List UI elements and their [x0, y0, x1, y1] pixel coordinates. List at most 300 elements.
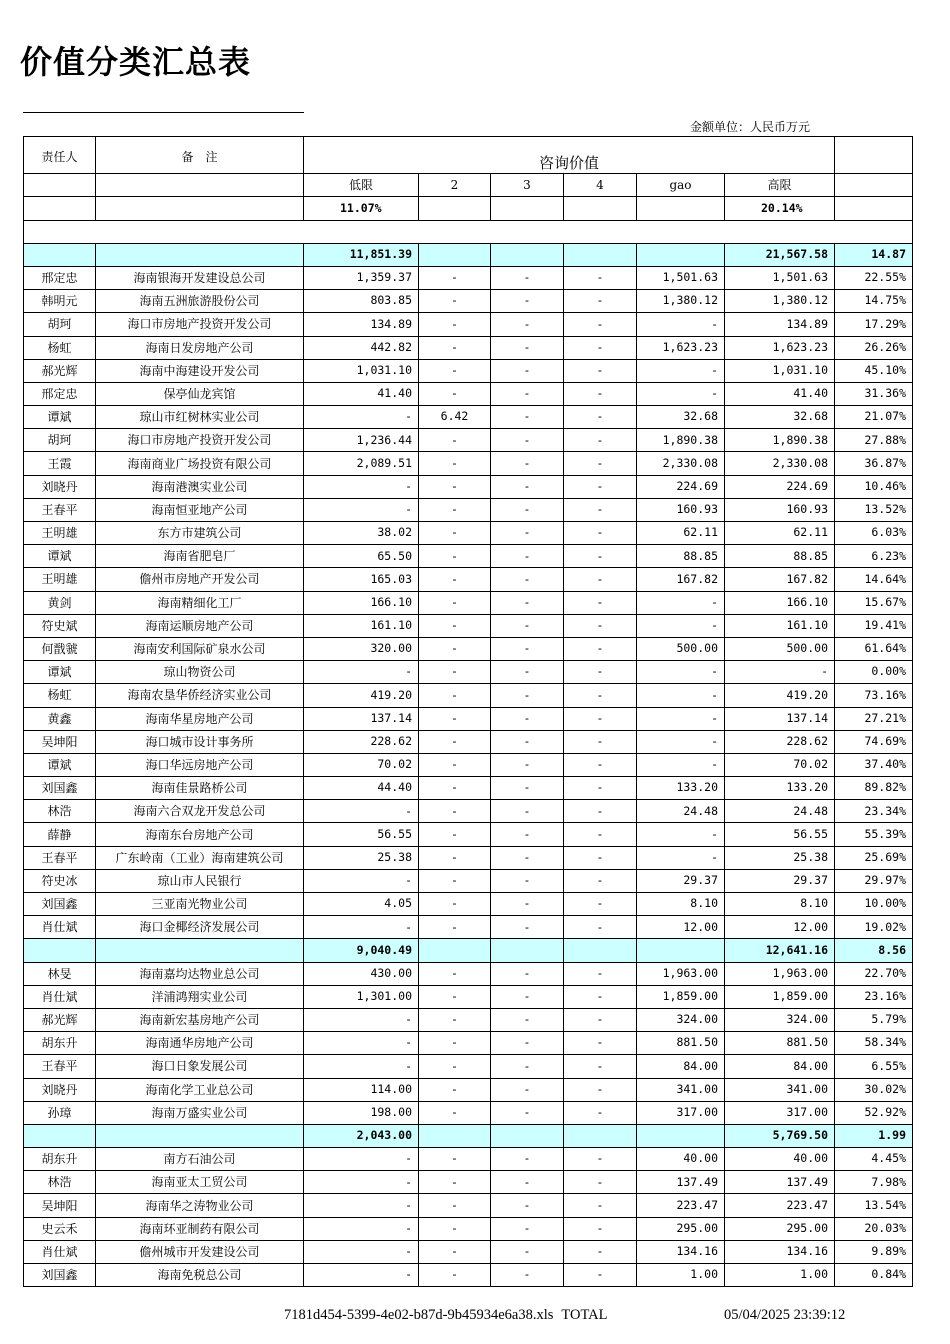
low-cell: 430.00	[304, 962, 419, 985]
low-cell: 65.50	[304, 545, 419, 568]
table-row	[24, 545, 913, 568]
note-cell: 海南六合双龙开发总公司	[96, 800, 304, 823]
subtotal-blank-cell	[419, 1124, 491, 1147]
subtotal-high: 12,641.16	[725, 939, 835, 962]
table-row	[24, 336, 913, 359]
col4-cell: -	[564, 637, 637, 660]
low-cell: 165.03	[304, 568, 419, 591]
col3-cell: -	[491, 823, 564, 846]
note-cell: 海南日发房地产公司	[96, 336, 304, 359]
col4-cell: -	[564, 730, 637, 753]
col3-cell: -	[491, 893, 564, 916]
col4-cell: -	[564, 313, 637, 336]
col4-cell: -	[564, 684, 637, 707]
col4-cell: -	[564, 916, 637, 939]
note-cell: 海南安利国际矿泉水公司	[96, 637, 304, 660]
subtotal-high: 21,567.58	[725, 243, 835, 266]
low-cell: -	[304, 1055, 419, 1078]
person-cell: 邢定忠	[24, 266, 96, 289]
title-underline	[23, 112, 304, 113]
col4-cell: -	[564, 846, 637, 869]
col4-cell: -	[564, 753, 637, 776]
rate-blank-cell	[24, 197, 96, 220]
col4-cell: -	[564, 869, 637, 892]
percent-cell: 74.69%	[835, 730, 913, 753]
header-consult-value: 咨询价值	[304, 137, 835, 174]
note-cell: 海南华之涛物业公司	[96, 1194, 304, 1217]
col3-cell: -	[491, 429, 564, 452]
col2-cell: -	[419, 1217, 491, 1240]
high-cell: 228.62	[725, 730, 835, 753]
low-cell: -	[304, 1217, 419, 1240]
col2-cell: -	[419, 452, 491, 475]
col3-cell: -	[491, 614, 564, 637]
col3-cell: -	[491, 1032, 564, 1055]
high-cell: 223.47	[725, 1194, 835, 1217]
gap-row	[24, 220, 913, 243]
person-cell: 薛静	[24, 823, 96, 846]
col4-cell: -	[564, 661, 637, 684]
subtotal-blank-cell	[491, 243, 564, 266]
col2-cell: -	[419, 568, 491, 591]
gao-cell: 1,380.12	[637, 290, 725, 313]
col4-cell: -	[564, 359, 637, 382]
col3-cell: -	[491, 313, 564, 336]
low-cell: 1,236.44	[304, 429, 419, 452]
subtotal-low: 11,851.39	[304, 243, 419, 266]
col3-cell: -	[491, 1078, 564, 1101]
table-row	[24, 359, 913, 382]
table-row	[24, 893, 913, 916]
col2-cell: -	[419, 1101, 491, 1124]
gao-cell: -	[637, 614, 725, 637]
person-cell: 王明雄	[24, 568, 96, 591]
col4-cell: -	[564, 707, 637, 730]
low-cell: 1,031.10	[304, 359, 419, 382]
gao-cell: -	[637, 753, 725, 776]
gao-cell: 295.00	[637, 1217, 725, 1240]
percent-cell: 31.36%	[835, 382, 913, 405]
low-cell: 1,359.37	[304, 266, 419, 289]
gao-cell: -	[637, 684, 725, 707]
gao-cell: 317.00	[637, 1101, 725, 1124]
person-cell: 肖仕斌	[24, 916, 96, 939]
person-cell: 吴坤阳	[24, 730, 96, 753]
col4-cell: -	[564, 545, 637, 568]
percent-cell: 26.26%	[835, 336, 913, 359]
percent-cell: 89.82%	[835, 777, 913, 800]
col4-cell: -	[564, 266, 637, 289]
low-cell: 44.40	[304, 777, 419, 800]
percent-cell: 55.39%	[835, 823, 913, 846]
footer-filename: 7181d454-5399-4e02-b87d-9b45934e6a38.xls	[284, 1307, 554, 1323]
table-row	[24, 637, 913, 660]
col4-cell: -	[564, 498, 637, 521]
gao-cell: 84.00	[637, 1055, 725, 1078]
table-row	[24, 429, 913, 452]
percent-cell: 0.00%	[835, 661, 913, 684]
gao-cell: 160.93	[637, 498, 725, 521]
table-row	[24, 1171, 913, 1194]
gao-cell: -	[637, 730, 725, 753]
high-cell: 84.00	[725, 1055, 835, 1078]
col2-cell: -	[419, 823, 491, 846]
rate-blank-cell	[835, 197, 913, 220]
col2-cell: -	[419, 846, 491, 869]
gao-cell: 1,963.00	[637, 962, 725, 985]
header-blank-cell	[96, 174, 304, 197]
table-row	[24, 823, 913, 846]
high-cell: 317.00	[725, 1101, 835, 1124]
col4-cell: -	[564, 777, 637, 800]
gao-cell: 62.11	[637, 522, 725, 545]
high-cell: 134.89	[725, 313, 835, 336]
note-cell: 海南农垦华侨经济实业公司	[96, 684, 304, 707]
person-cell: 符史冰	[24, 869, 96, 892]
note-cell: 海口市房地产投资开发公司	[96, 313, 304, 336]
col4-cell: -	[564, 1078, 637, 1101]
subtotal-blank-cell	[24, 1124, 96, 1147]
col2-cell: -	[419, 1055, 491, 1078]
gao-cell: 881.50	[637, 1032, 725, 1055]
percent-cell: 27.21%	[835, 707, 913, 730]
note-cell: 海南万盛实业公司	[96, 1101, 304, 1124]
page-title: 价值分类汇总表	[20, 43, 252, 81]
col2-cell: -	[419, 916, 491, 939]
note-cell: 海南环亚制药有限公司	[96, 1217, 304, 1240]
col2-cell: -	[419, 359, 491, 382]
percent-cell: 13.52%	[835, 498, 913, 521]
gao-cell: 137.49	[637, 1171, 725, 1194]
col2-cell: -	[419, 661, 491, 684]
person-cell: 杨虹	[24, 336, 96, 359]
col2-cell: -	[419, 962, 491, 985]
col2-cell: -	[419, 684, 491, 707]
high-cell: 62.11	[725, 522, 835, 545]
subtotal-blank-cell	[24, 939, 96, 962]
note-cell: 海南免税总公司	[96, 1264, 304, 1287]
person-cell: 谭斌	[24, 753, 96, 776]
percent-cell: 27.88%	[835, 429, 913, 452]
percent-cell: 22.70%	[835, 962, 913, 985]
col2-cell: -	[419, 707, 491, 730]
low-cell: 161.10	[304, 614, 419, 637]
high-cell: 133.20	[725, 777, 835, 800]
person-cell: 王春平	[24, 1055, 96, 1078]
col2-cell: -	[419, 1008, 491, 1031]
percent-cell: 9.89%	[835, 1240, 913, 1263]
note-cell: 海口金椰经济发展公司	[96, 916, 304, 939]
person-cell: 邢定忠	[24, 382, 96, 405]
header-col-2: 2	[419, 174, 491, 197]
col4-cell: -	[564, 800, 637, 823]
table-row	[24, 846, 913, 869]
high-cell: 500.00	[725, 637, 835, 660]
col3-cell: -	[491, 522, 564, 545]
col4-cell: -	[564, 452, 637, 475]
col2-cell: -	[419, 777, 491, 800]
col2-cell: -	[419, 1171, 491, 1194]
table-row	[24, 869, 913, 892]
person-cell: 王春平	[24, 498, 96, 521]
note-cell: 海南精细化工厂	[96, 591, 304, 614]
col2-cell: -	[419, 591, 491, 614]
gao-cell: 500.00	[637, 637, 725, 660]
high-cell: 56.55	[725, 823, 835, 846]
note-cell: 琼山市红树林实业公司	[96, 406, 304, 429]
low-cell: 41.40	[304, 382, 419, 405]
person-cell: 刘晓丹	[24, 475, 96, 498]
high-cell: 40.00	[725, 1148, 835, 1171]
col4-cell: -	[564, 1008, 637, 1031]
table-row	[24, 1101, 913, 1124]
gao-cell: 1.00	[637, 1264, 725, 1287]
table-row	[24, 1148, 913, 1171]
col3-cell: -	[491, 1008, 564, 1031]
rate-blank-cell	[419, 197, 491, 220]
low-cell: 442.82	[304, 336, 419, 359]
col2-cell: -	[419, 1032, 491, 1055]
low-cell: -	[304, 869, 419, 892]
high-cell: 137.49	[725, 1171, 835, 1194]
col4-cell: -	[564, 1055, 637, 1078]
col2-cell: -	[419, 1264, 491, 1287]
table-row	[24, 707, 913, 730]
high-cell: 25.38	[725, 846, 835, 869]
note-cell: 海口华远房地产公司	[96, 753, 304, 776]
gao-cell: 32.68	[637, 406, 725, 429]
percent-cell: 58.34%	[835, 1032, 913, 1055]
gao-cell: -	[637, 823, 725, 846]
col2-cell: -	[419, 429, 491, 452]
person-cell: 史云禾	[24, 1217, 96, 1240]
table-row	[24, 1055, 913, 1078]
note-cell: 琼山物资公司	[96, 661, 304, 684]
header-gao: gao	[637, 174, 725, 197]
high-cell: 32.68	[725, 406, 835, 429]
low-cell: -	[304, 1264, 419, 1287]
col4-cell: -	[564, 336, 637, 359]
person-cell: 谭斌	[24, 545, 96, 568]
table-row	[24, 1008, 913, 1031]
col3-cell: -	[491, 777, 564, 800]
person-cell: 符史斌	[24, 614, 96, 637]
col3-cell: -	[491, 637, 564, 660]
col4-cell: -	[564, 1032, 637, 1055]
col2-cell: -	[419, 985, 491, 1008]
percent-cell: 37.40%	[835, 753, 913, 776]
col2-cell: -	[419, 336, 491, 359]
gao-cell: -	[637, 591, 725, 614]
col3-cell: -	[491, 1171, 564, 1194]
col3-cell: -	[491, 730, 564, 753]
subtotal-blank-cell	[564, 939, 637, 962]
subtotal-row	[24, 243, 913, 266]
note-cell: 海南新宏基房地产公司	[96, 1008, 304, 1031]
table-row	[24, 1032, 913, 1055]
note-cell: 海南华星房地产公司	[96, 707, 304, 730]
high-cell: 12.00	[725, 916, 835, 939]
col3-cell: -	[491, 869, 564, 892]
gao-cell: 12.00	[637, 916, 725, 939]
percent-cell: 73.16%	[835, 684, 913, 707]
percent-cell: 15.67%	[835, 591, 913, 614]
footer-datetime: 05/04/2025 23:39:12	[724, 1307, 846, 1323]
percent-cell: 23.16%	[835, 985, 913, 1008]
col3-cell: -	[491, 336, 564, 359]
table-row	[24, 591, 913, 614]
table-row	[24, 753, 913, 776]
person-cell: 韩明元	[24, 290, 96, 313]
col3-cell: -	[491, 962, 564, 985]
high-cell: 324.00	[725, 1008, 835, 1031]
col3-cell: -	[491, 753, 564, 776]
low-cell: 56.55	[304, 823, 419, 846]
col2-cell: 6.42	[419, 406, 491, 429]
person-cell: 胡东升	[24, 1032, 96, 1055]
low-cell: -	[304, 475, 419, 498]
person-cell: 谭斌	[24, 406, 96, 429]
person-cell: 胡珂	[24, 429, 96, 452]
subtotal-blank-cell	[491, 1124, 564, 1147]
col4-cell: -	[564, 406, 637, 429]
note-cell: 洋浦鸿翔实业公司	[96, 985, 304, 1008]
table-row	[24, 290, 913, 313]
gao-cell: -	[637, 707, 725, 730]
person-cell: 杨虹	[24, 684, 96, 707]
percent-cell: 5.79%	[835, 1008, 913, 1031]
person-cell: 郝光辉	[24, 1008, 96, 1031]
person-cell: 黄鑫	[24, 707, 96, 730]
person-cell: 胡珂	[24, 313, 96, 336]
low-cell: 320.00	[304, 637, 419, 660]
gao-cell: 324.00	[637, 1008, 725, 1031]
col2-cell: -	[419, 522, 491, 545]
percent-cell: 14.75%	[835, 290, 913, 313]
low-cell: 419.20	[304, 684, 419, 707]
col3-cell: -	[491, 568, 564, 591]
high-cell: 1.00	[725, 1264, 835, 1287]
low-cell: -	[304, 498, 419, 521]
person-cell: 刘国鑫	[24, 893, 96, 916]
low-cell: -	[304, 406, 419, 429]
percent-cell: 17.29%	[835, 313, 913, 336]
gao-cell: 2,330.08	[637, 452, 725, 475]
currency-unit-label: 金额单位：人民币万元	[690, 120, 811, 134]
table-row	[24, 985, 913, 1008]
col3-cell: -	[491, 800, 564, 823]
person-cell: 黄剑	[24, 591, 96, 614]
high-cell: 160.93	[725, 498, 835, 521]
table-row	[24, 661, 913, 684]
header-low: 低限	[304, 174, 419, 197]
col3-cell: -	[491, 1240, 564, 1263]
high-cell: 1,380.12	[725, 290, 835, 313]
header-person: 责任人	[24, 137, 96, 174]
gao-cell: 29.37	[637, 869, 725, 892]
percent-cell: 45.10%	[835, 359, 913, 382]
header-col-3: 3	[491, 174, 564, 197]
col3-cell: -	[491, 1101, 564, 1124]
percent-cell: 6.55%	[835, 1055, 913, 1078]
subtotal-blank-cell	[491, 939, 564, 962]
low-cell: -	[304, 1240, 419, 1263]
high-cell: 88.85	[725, 545, 835, 568]
note-cell: 海口日象发展公司	[96, 1055, 304, 1078]
gao-cell: -	[637, 359, 725, 382]
header-col-4: 4	[564, 174, 637, 197]
subtotal-low: 9,040.49	[304, 939, 419, 962]
note-cell: 海南五洲旅游股份公司	[96, 290, 304, 313]
table-row	[24, 266, 913, 289]
subtotal-blank-cell	[96, 939, 304, 962]
table-row	[24, 522, 913, 545]
percent-cell: 4.45%	[835, 1148, 913, 1171]
col4-cell: -	[564, 823, 637, 846]
col3-cell: -	[491, 498, 564, 521]
subtotal-blank-cell	[637, 1124, 725, 1147]
high-cell: 161.10	[725, 614, 835, 637]
col3-cell: -	[491, 359, 564, 382]
col4-cell: -	[564, 382, 637, 405]
low-cell: 114.00	[304, 1078, 419, 1101]
low-cell: -	[304, 1171, 419, 1194]
col2-cell: -	[419, 545, 491, 568]
percent-cell: 7.98%	[835, 1171, 913, 1194]
high-cell: 70.02	[725, 753, 835, 776]
high-cell: 1,890.38	[725, 429, 835, 452]
header-empty-cell	[835, 137, 913, 174]
col2-cell: -	[419, 869, 491, 892]
header-high: 高限	[725, 174, 835, 197]
note-cell: 海南中海建设开发公司	[96, 359, 304, 382]
table-row	[24, 730, 913, 753]
percent-cell: 29.97%	[835, 869, 913, 892]
low-cell: 25.38	[304, 846, 419, 869]
col3-cell: -	[491, 406, 564, 429]
note-cell: 海南亚太工贸公司	[96, 1171, 304, 1194]
gao-cell: 24.48	[637, 800, 725, 823]
note-cell: 海南嘉均达物业总公司	[96, 962, 304, 985]
table-row	[24, 1217, 913, 1240]
col3-cell: -	[491, 1194, 564, 1217]
note-cell: 海口市房地产投资开发公司	[96, 429, 304, 452]
percent-cell: 19.02%	[835, 916, 913, 939]
table-row	[24, 962, 913, 985]
col2-cell: -	[419, 730, 491, 753]
footer-sheet: TOTAL	[561, 1307, 608, 1323]
table-row	[24, 382, 913, 405]
col4-cell: -	[564, 568, 637, 591]
subtotal-blank-cell	[637, 243, 725, 266]
subtotal-low: 2,043.00	[304, 1124, 419, 1147]
rate-row	[24, 197, 913, 220]
gao-cell: 1,890.38	[637, 429, 725, 452]
person-cell: 吴坤阳	[24, 1194, 96, 1217]
col3-cell: -	[491, 452, 564, 475]
high-cell: 24.48	[725, 800, 835, 823]
high-cell: 1,031.10	[725, 359, 835, 382]
low-cell: 803.85	[304, 290, 419, 313]
rate-blank-cell	[96, 197, 304, 220]
percent-cell: 21.07%	[835, 406, 913, 429]
col4-cell: -	[564, 429, 637, 452]
col3-cell: -	[491, 916, 564, 939]
table-row	[24, 1264, 913, 1287]
percent-cell: 30.02%	[835, 1078, 913, 1101]
person-cell: 林浩	[24, 1171, 96, 1194]
col3-cell: -	[491, 545, 564, 568]
